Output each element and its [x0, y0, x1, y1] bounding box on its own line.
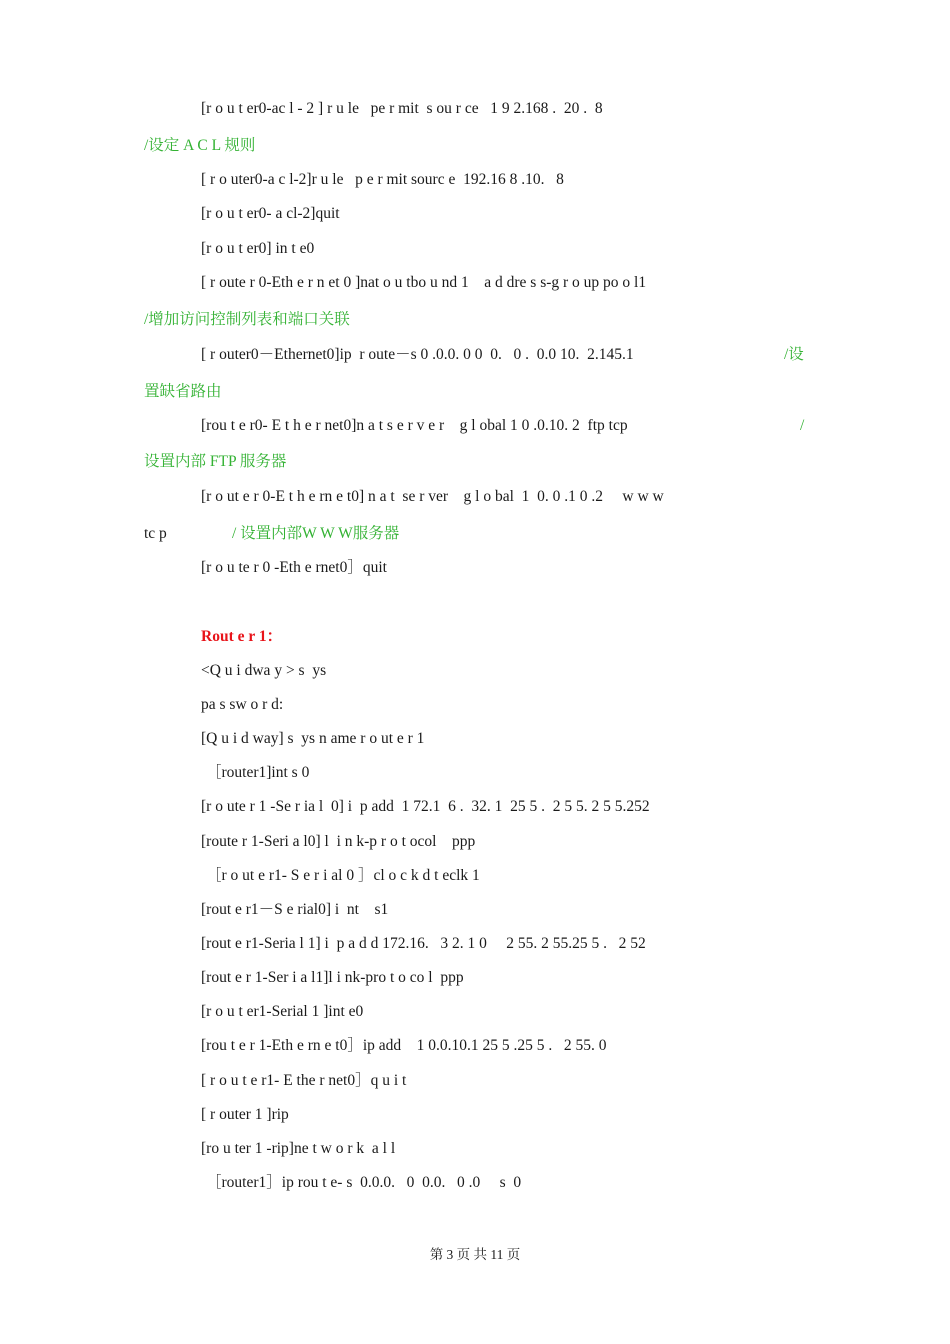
comment-fragment: /设 [784, 346, 804, 363]
config-line: [ r oute r 0-Eth e r n et 0 ]nat o u tbo u nd 1 a d dre s s-g r o up po o l1 [201, 274, 647, 291]
config-line: [r o u t er0-ac l - 2 ] r u le pe r mit s ou r ce 1 9 2.168 . 20 . 8 [201, 100, 603, 117]
section-heading: Rout e r 1： [201, 628, 283, 645]
config-line: tc p [144, 525, 167, 542]
config-line: [r o u t er0] in t e0 [201, 240, 315, 257]
config-line: [rout e r1-Seria l 1] i p a d d 172.16. 3 2. 1 0 2 55. 2 55.25 5 . 2 52 [201, 935, 646, 952]
config-line: [r o u t er1-Serial 1 ]int e0 [201, 1003, 364, 1020]
config-line: [r o u te r 0 -Eth e rnet0］quit [201, 559, 387, 576]
comment-line: 设置内部 FTP 服务器 [144, 453, 287, 470]
config-line: ［r o ut e r1- S e r i al 0 ］cl o c k d t eclk 1 [206, 867, 480, 884]
comment-line: /设定 A C L 规则 [144, 137, 256, 154]
comment-fragment: / 设置内部W W W服务器 [232, 525, 400, 542]
config-line: <Q u i dwa y > s ys [201, 662, 327, 679]
comment-line: 置缺省路由 [144, 383, 222, 400]
config-line: [ r o u t e r1- E the r net0］q u i t [201, 1072, 407, 1089]
config-line: [ r outer0－Ethernet0]ip r oute－s 0 .0.0. 0 0 0. 0 . 0.0 10. 2.145.1 [201, 346, 634, 363]
config-line: [rou t e r 1-Eth e rn e t0］ip add 1 0.0.10.1 25 5 .25 5 . 2 55. 0 [201, 1037, 607, 1054]
config-line: [r o u t er0- a cl-2]quit [201, 205, 340, 222]
config-line: [rout e r 1-Ser i a l1]l i nk-pro t o co l ppp [201, 969, 464, 986]
config-line: [ r outer 1 ]rip [201, 1106, 289, 1123]
config-line: [r o ut e r 0-E t h e rn e t0] n a t se r ver g l o bal 1 0. 0 .1 0 .2 w w w [201, 488, 664, 505]
config-line: [ r o uter0-a c l-2]r u le p e r mit sourc e 192.16 8 .10. 8 [201, 171, 564, 188]
config-line: ［router1］ip rou t e- s 0.0.0. 0 0.0. 0 .0 s 0 [206, 1174, 522, 1191]
comment-line: /增加访问控制列表和端口关联 [144, 311, 350, 328]
config-line: [Q u i d way] s ys n ame r o ut e r 1 [201, 730, 425, 747]
config-line: [rout e r1－S e rial0] i nt s1 [201, 901, 389, 918]
config-line: pa s sw o r d: [201, 696, 284, 713]
comment-fragment: / [800, 417, 805, 434]
config-line: [rou t e r0- E t h e r net0]n a t s e r v e r g l obal 1 0 .0.10. 2 ftp tcp [201, 417, 628, 434]
config-line: [ro u ter 1 -rip]ne t w o r k a l l [201, 1140, 396, 1157]
page-footer: 第 3 页 共 11 页 [429, 1247, 521, 1262]
config-line: [r o ute r 1 -Se r ia l 0] i p add 1 72.1 6 . 32. 1 25 5 . 2 5 5. 2 5 5.252 [201, 798, 650, 815]
config-line: ［router1]int s 0 [206, 764, 310, 781]
config-line: [route r 1-Seri a l0] l i n k-p r o t ocol ppp [201, 833, 476, 850]
